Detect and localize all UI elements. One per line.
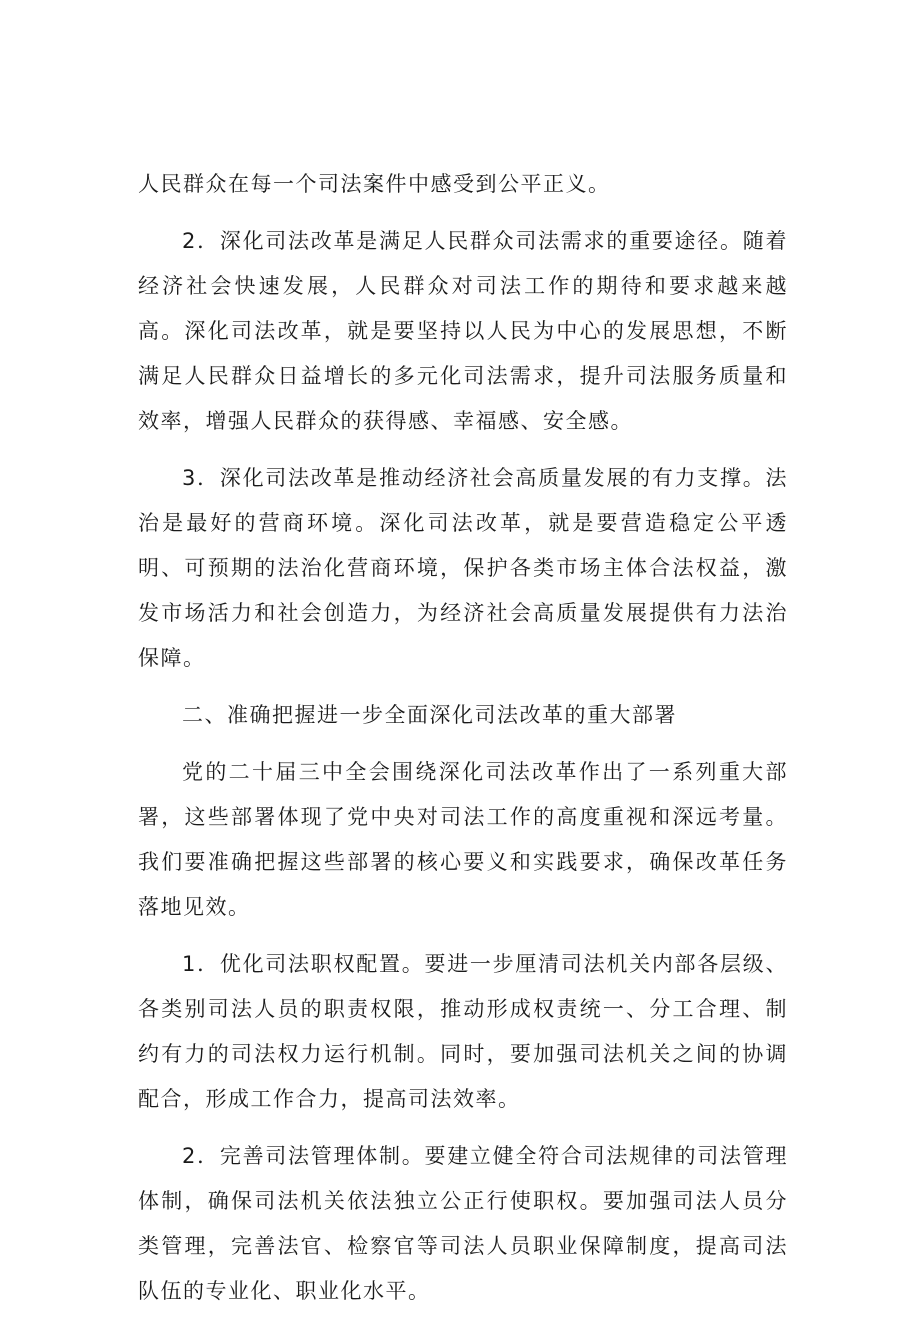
document-body <box>138 162 788 1326</box>
section-heading: 二、准确把握进一步全面深化司法改革的重大部署 <box>182 703 677 727</box>
paragraph-optimize-powers: 1．优化司法职权配置。要进一步厘清司法机关内部各层级、各类别司法人员的职责权限，推动形成权责统一、分工合理、制约有力的司法权力运行机制。同时，要加强司法机关之间的协调配合，形成工作合力，提高司法效率。 <box>138 952 788 1111</box>
paragraph-deployment-intro: 党的二十届三中全会围绕深化司法改革作出了一系列重大部署，这些部署体现了党中央对司法工作的高度重视和深远考量。我们要准确把握这些部署的核心要义和实践要求，确保改革任务落地见效。 <box>138 760 788 919</box>
paragraph-economic-support: 3．深化司法改革是推动经济社会高质量发展的有力支撑。法治是最好的营商环境。深化司法改革，就是要营造稳定公平透明、可预期的法治化营商环境，保护各类市场主体合法权益，激发市场活力和社会创造力，为经济社会高质量发展提供有力法治保障。 <box>138 466 788 670</box>
paragraph-management-system: 2．完善司法管理体制。要建立健全符合司法规律的司法管理体制，确保司法机关依法独立公正行使职权。要加强司法人员分类管理，完善法官、检察官等司法人员职业保障制度，提高司法队伍的专业化、职业化水平。 <box>138 1144 788 1303</box>
paragraph-judicial-needs: 2．深化司法改革是满足人民群众司法需求的重要途径。随着经济社会快速发展，人民群众对司法工作的期待和要求越来越高。深化司法改革，就是要坚持以人民为中心的发展思想，不断满足人民群众日益增长的多元化司法需求，提升司法服务质量和效率，增强人民群众的获得感、幸福感、安全感。 <box>138 229 788 433</box>
paragraph-continuation: 人民群众在每一个司法案件中感受到公平正义。 <box>138 172 611 196</box>
